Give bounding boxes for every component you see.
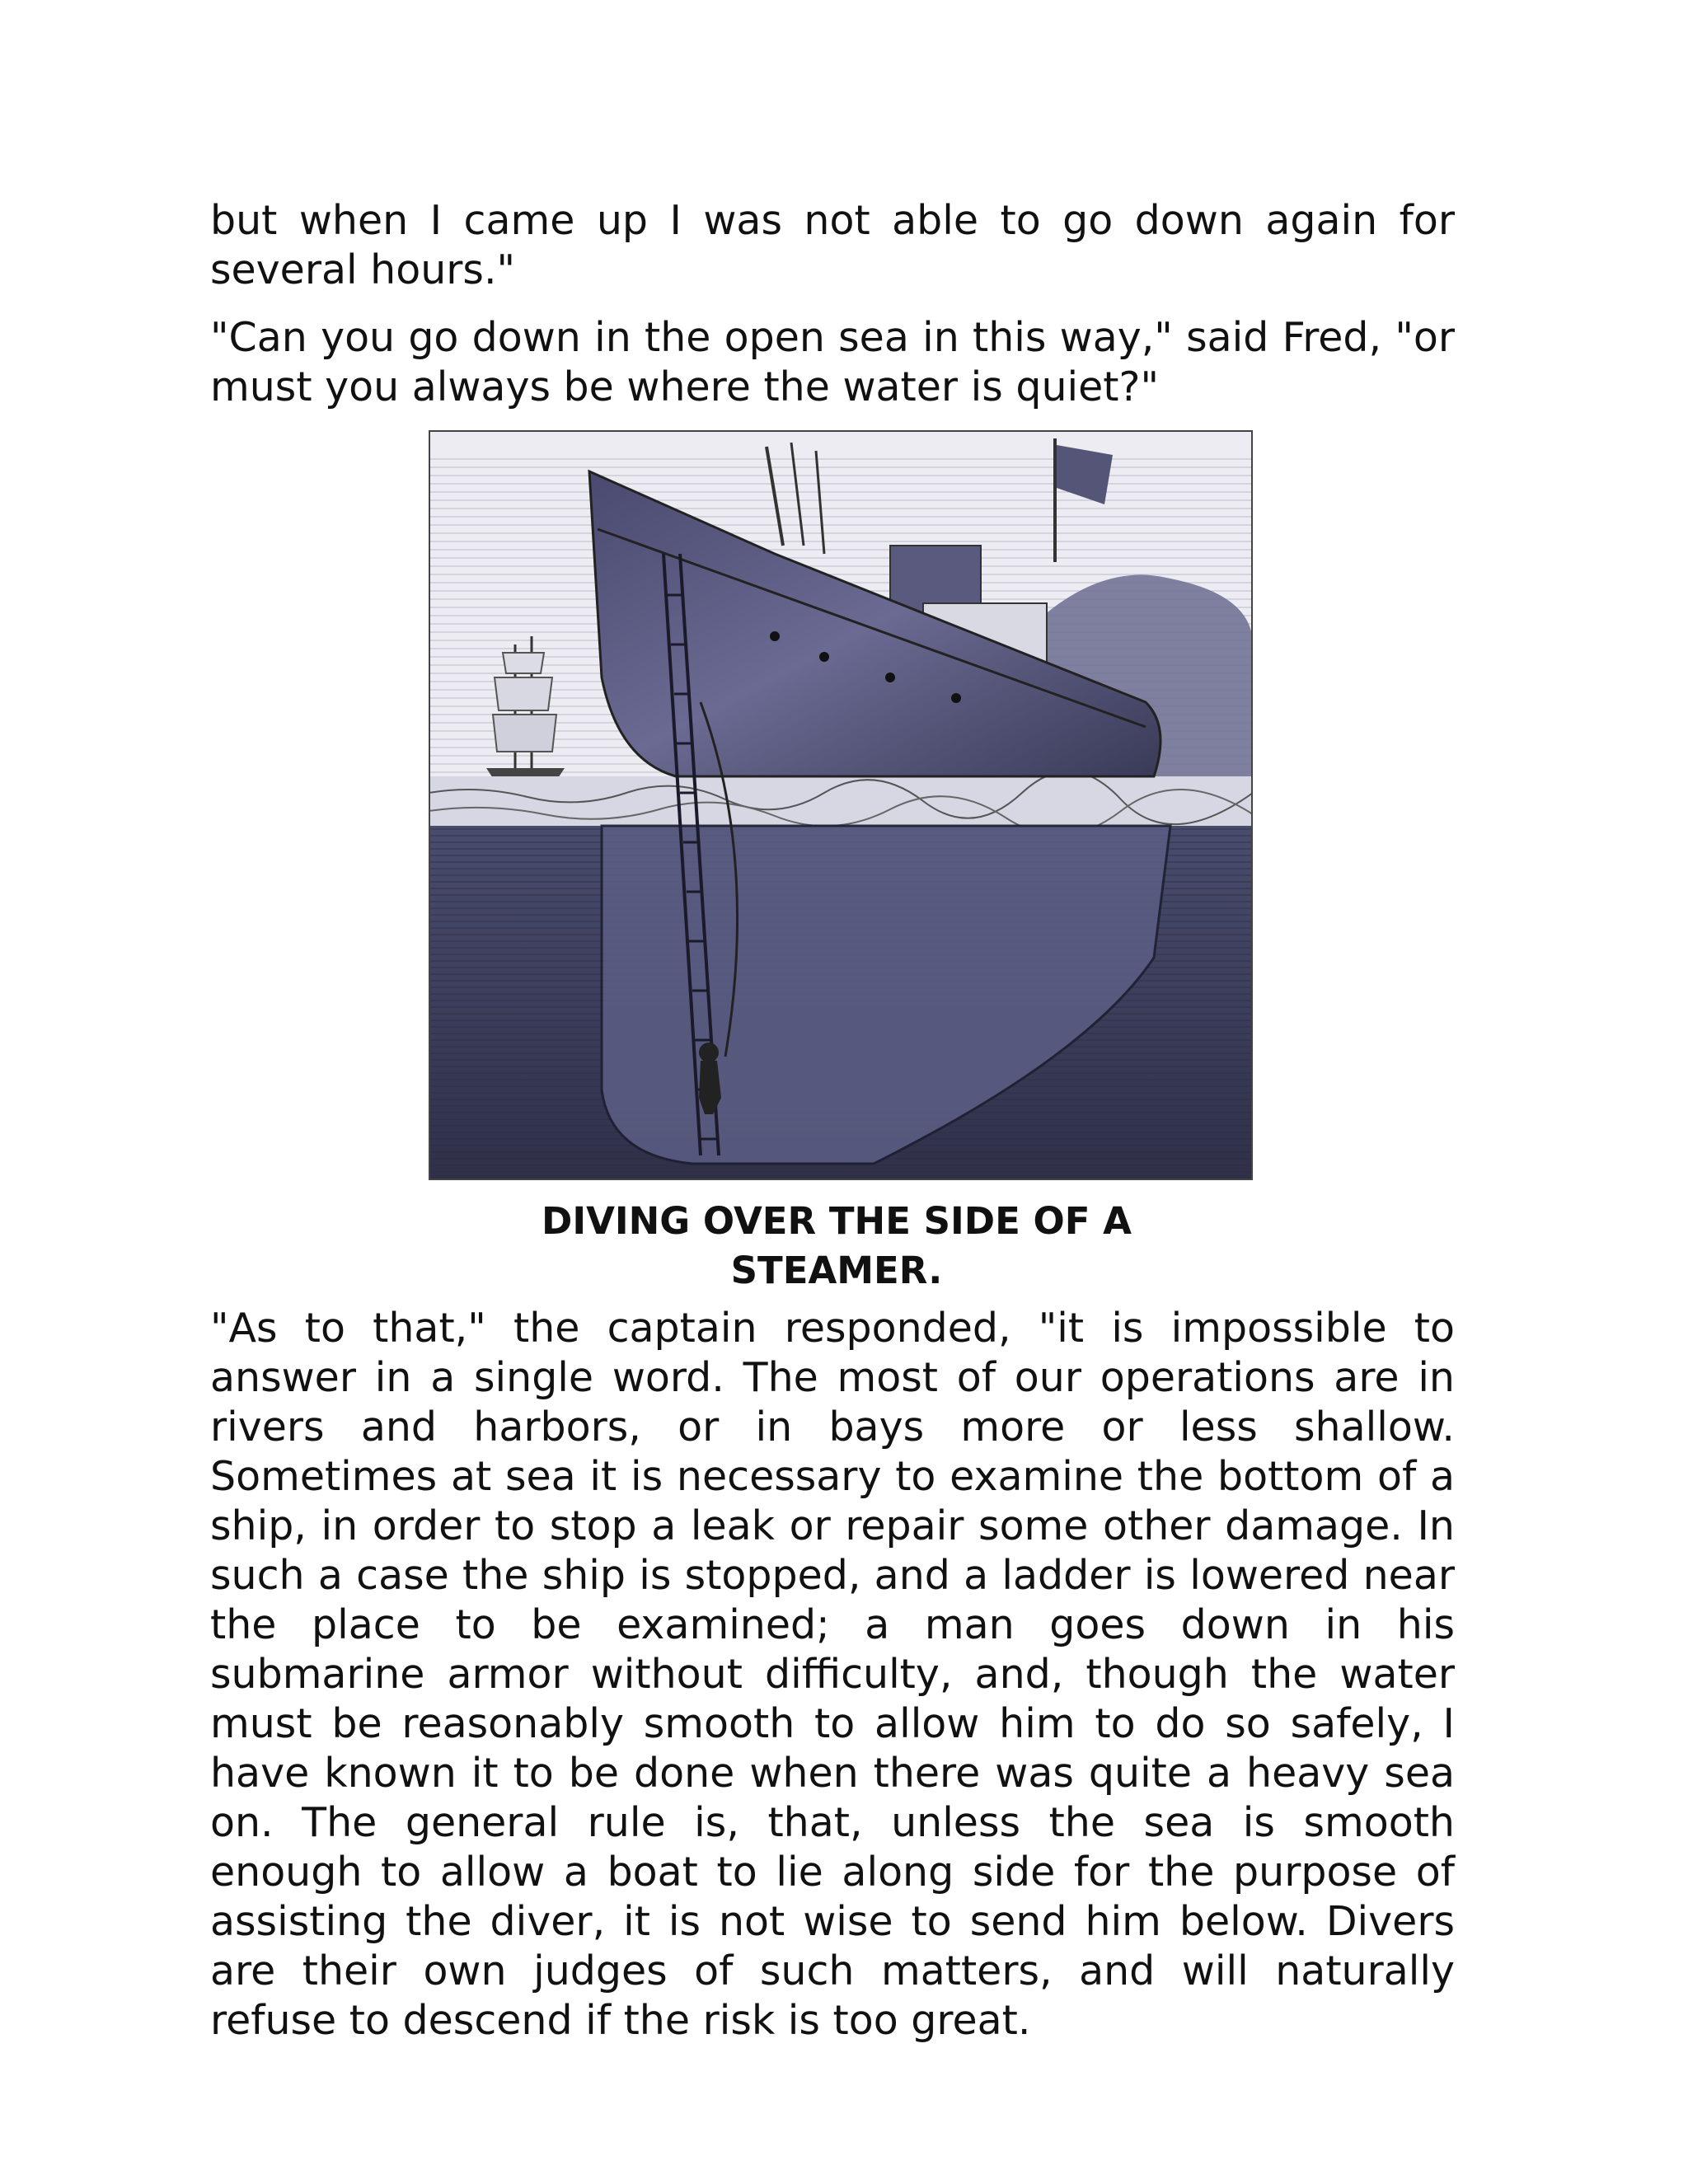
- caption-line-1: DIVING OVER THE SIDE OF A: [541, 1199, 1132, 1243]
- diver-figure: [699, 1043, 721, 1114]
- paragraph-3: "As to that," the captain responded, "it is impossible to answer in a single word. The most of our operations are in rivers and harbors, or in bays more or less shallow. Sometimes at sea it is necessary to examine the bottom of a ship, in order to stop a leak or repair some other damage. In such a case the ship is stopped, and a ladder is lowered near the place to be examined; a man goes down in his submarine armor without difficulty, and, though the water must be reasonably smooth to allow him to do so safely, I have known it to be done when there was quite a heavy sea on. The general rule is, that, unless the sea is smooth enough to allow a boat to lie along side for the purpose of assisting the diver, it is not wise to send him below. Divers are their own judges of such matters, and will naturally refuse to descend if the risk is too great.: [210, 1305, 1455, 2044]
- paragraph-2: "Can you go down in the open sea in this way," said Fred, "or must you always be where the water is quiet?": [210, 314, 1455, 410]
- steamer-diving-illustration: [429, 430, 1253, 1180]
- engraving-image: [429, 430, 1253, 1180]
- figure-caption: [523, 1197, 1150, 1296]
- paragraph-1: but when I came up I was not able to go down again for several hours.": [210, 197, 1455, 293]
- document-page: [210, 196, 1455, 2064]
- caption-line-2: STEAMER.: [730, 1249, 943, 1292]
